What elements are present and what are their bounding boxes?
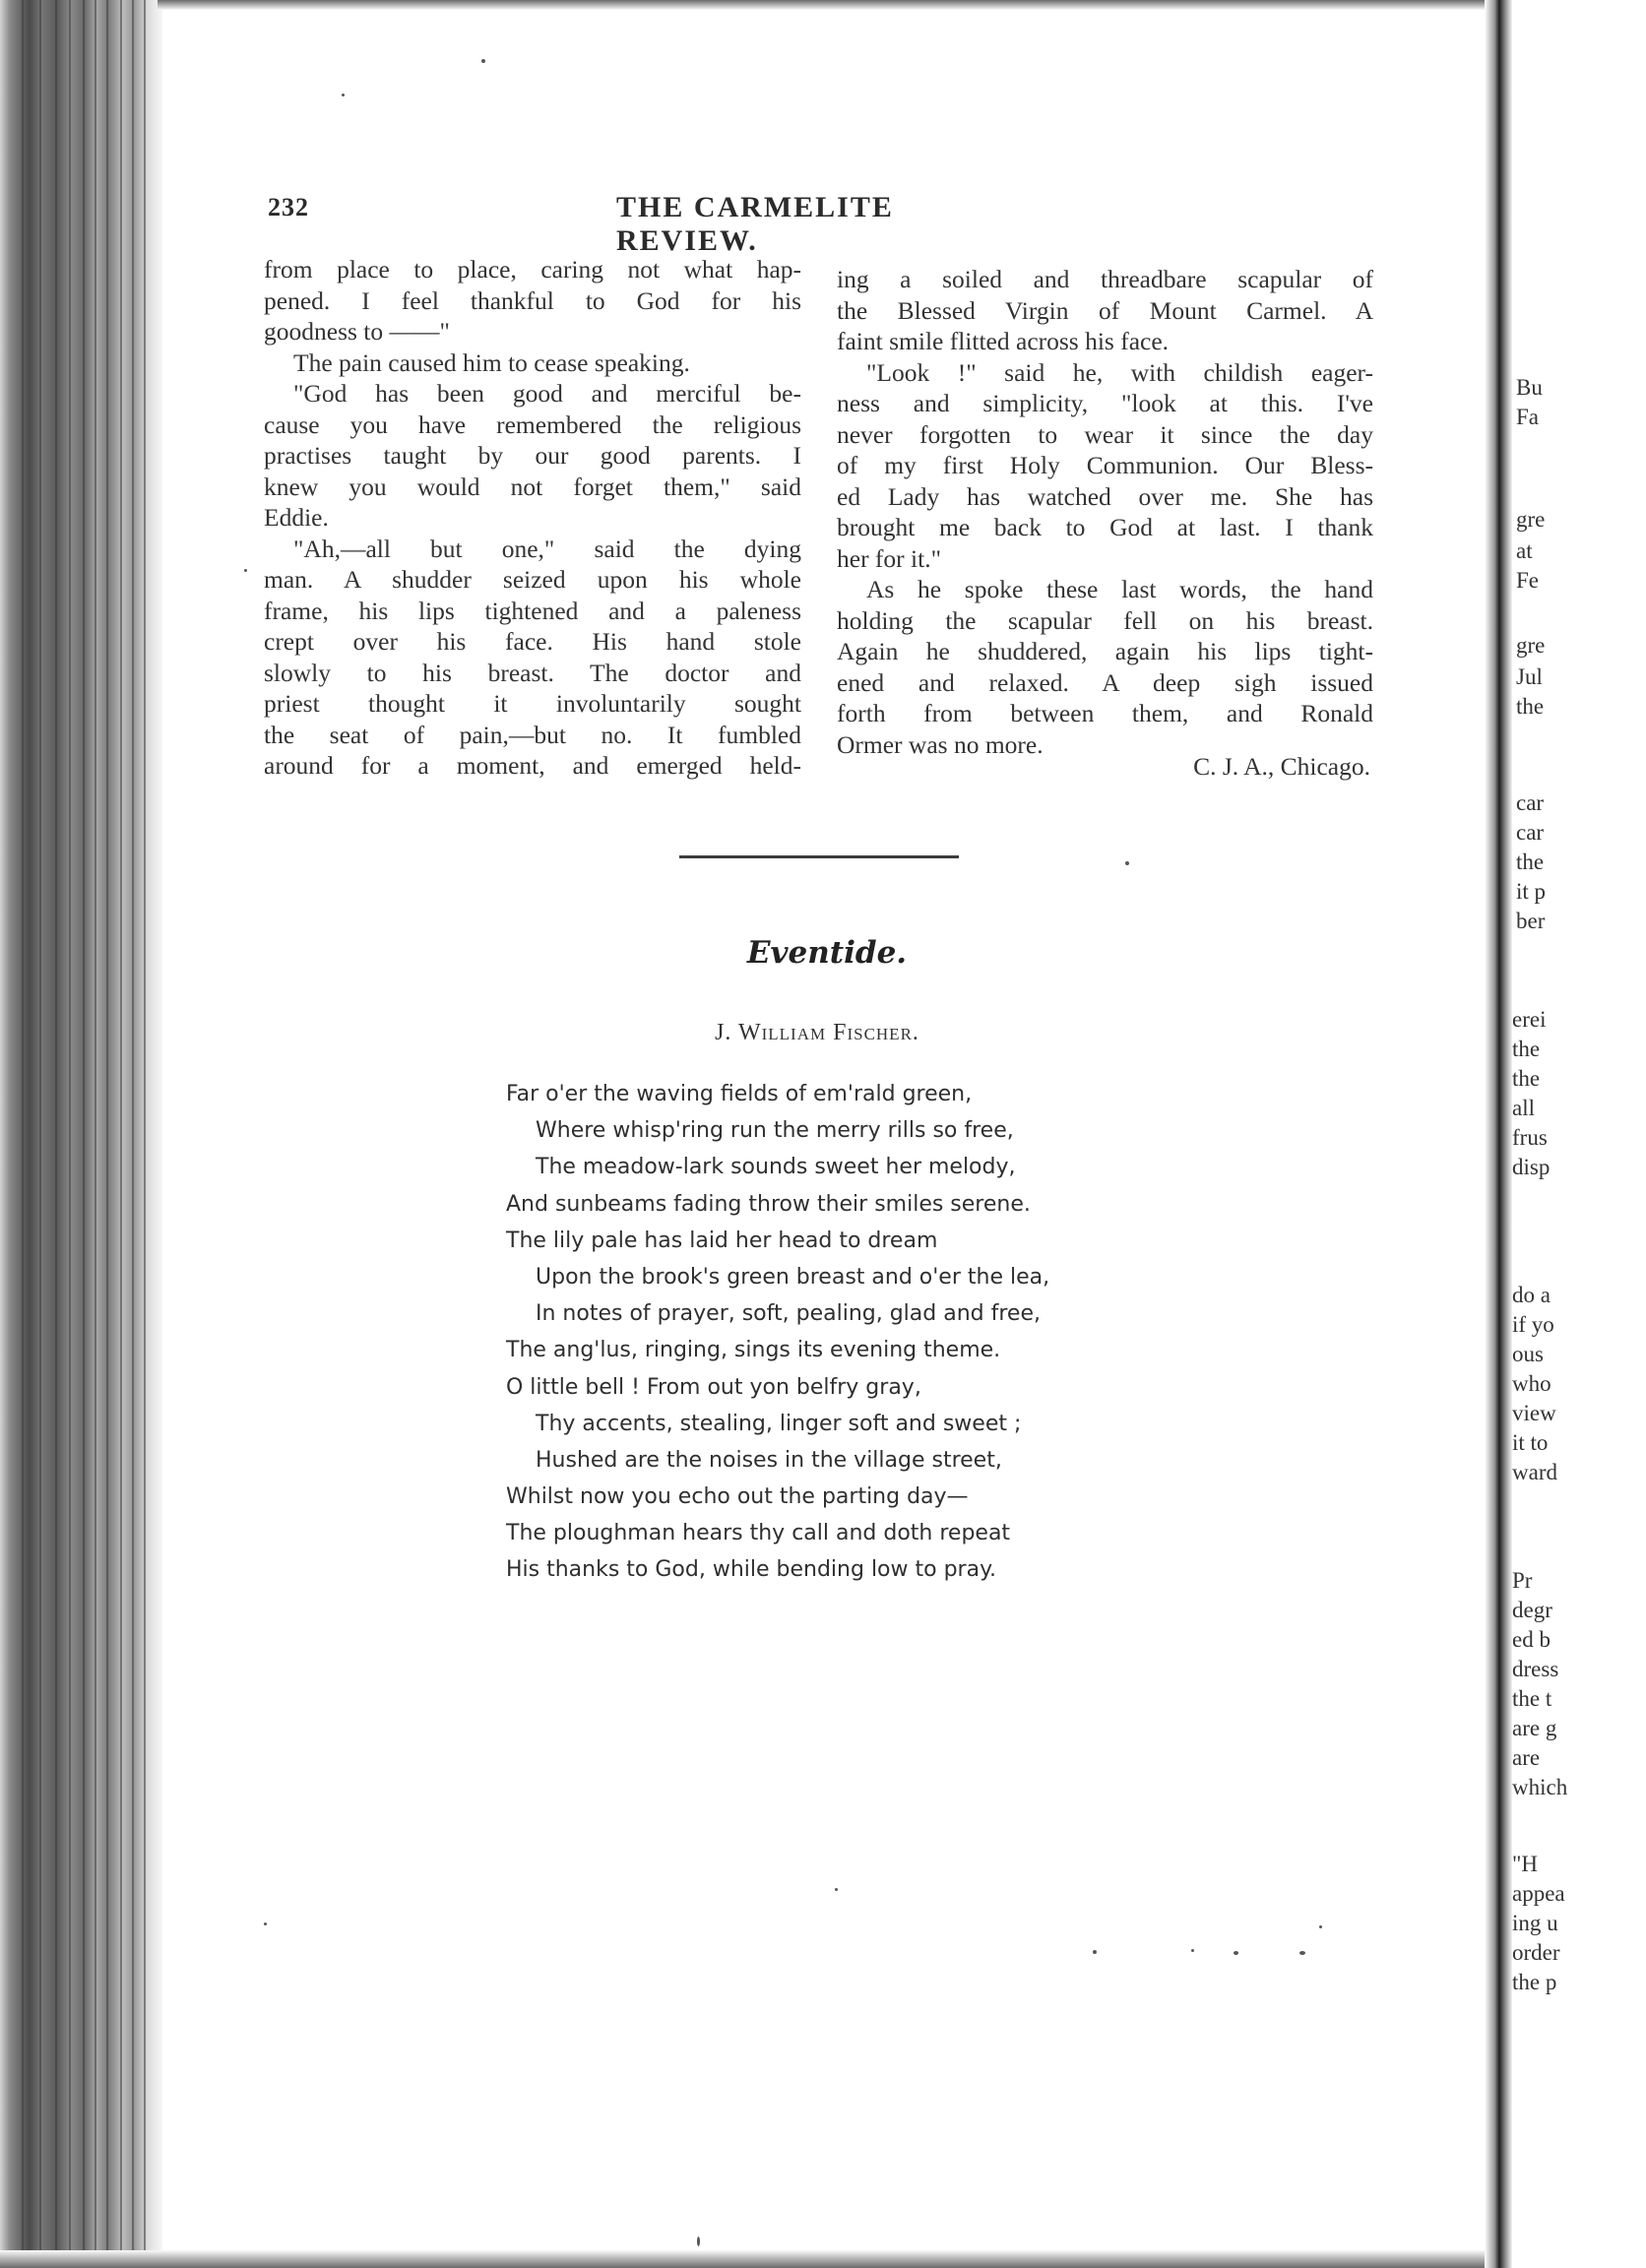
facing-page-fragment: if yo (1512, 1312, 1554, 1337)
story-line: cause you have remembered the religious (264, 410, 801, 439)
poem-line: Whilst now you echo out the parting day— (506, 1484, 969, 1510)
story-line: practises taught by our good parents. I (264, 441, 801, 470)
story-line: goodness to ——" (264, 317, 450, 346)
facing-page-fragment: it p (1516, 879, 1547, 904)
poem-line: The ang'lus, ringing, sings its evening theme. (506, 1338, 1001, 1363)
poem-line: Thy accents, stealing, linger soft and sweet ; (536, 1411, 1022, 1436)
facing-page-fragment: Bu (1516, 375, 1543, 400)
facing-page (1512, 0, 1646, 2268)
poem-body (506, 1076, 1146, 1589)
facing-page-fragment: gre (1516, 507, 1546, 532)
facing-page-fragment: "H (1512, 1852, 1538, 1876)
facing-page-fragment: ing u (1512, 1911, 1558, 1935)
print-speck (1125, 861, 1129, 865)
story-line: priest thought it involuntarily sought (264, 689, 801, 718)
section-divider-rule (679, 855, 959, 858)
story-line: from place to place, caring not what hap- (264, 255, 801, 284)
facing-page-fragment: do a (1512, 1283, 1551, 1307)
poem-line: The lily pale has laid her head to dream (506, 1228, 938, 1253)
facing-page-fragment: car (1516, 790, 1545, 815)
story-line: her for it." (837, 543, 941, 573)
facing-page-fragment: ous (1512, 1342, 1544, 1366)
facing-page-fragment: Fe (1516, 568, 1539, 593)
facing-page-fragment: dress (1512, 1657, 1559, 1681)
print-speck (1234, 1951, 1238, 1955)
poem-line: Where whisp'ring run the merry rills so free, (536, 1118, 1014, 1144)
facing-page-fragment: all (1512, 1096, 1535, 1120)
story-line: "God has been good and merciful be- (293, 379, 801, 408)
story-line: forth from between them, and Ronald (837, 699, 1373, 727)
journal-title: THE CARMELITE REVIEW. (616, 191, 894, 257)
story-line: Again he shuddered, again his lips tight- (837, 637, 1373, 665)
page-bottom-edge (0, 2250, 1646, 2268)
facing-page-fragment: order (1512, 1940, 1560, 1965)
facing-page-fragment: the (1512, 1037, 1541, 1061)
story-line: slowly to his breast. The doctor and (264, 658, 801, 687)
story-line: Ormer was no more. (837, 729, 1044, 759)
story-line: of my first Holy Communion. Our Bless- (837, 451, 1373, 479)
story-line: around for a moment, and emerged held- (264, 751, 801, 780)
poem-line: The meadow-lark sounds sweet her melody, (536, 1155, 1016, 1180)
facing-page-fragment: ed b (1512, 1627, 1551, 1652)
facing-page-fragment: the (1512, 1066, 1541, 1091)
facing-page-fragment: Pr (1512, 1568, 1533, 1593)
facing-page-fragment: who (1512, 1371, 1551, 1396)
facing-page-fragment: disp (1512, 1155, 1551, 1179)
print-speck (1299, 1951, 1305, 1955)
story-line: Eddie. (264, 503, 329, 532)
facing-page-fragment: Jul (1516, 664, 1543, 689)
poem-title: Eventide. (746, 935, 908, 971)
story-line: crept over his face. His hand stole (264, 627, 801, 656)
story-left-column (264, 254, 801, 782)
facing-page-fragment: the (1516, 694, 1545, 719)
story-line: brought me back to God at last. I thank (837, 513, 1373, 541)
poem-line: Far o'er the waving fields of em'rald green, (506, 1082, 973, 1106)
poem-author: J. William Fischer. (715, 1020, 919, 1045)
story-signature: C. J. A., Chicago. (1193, 752, 1370, 781)
facing-page-fragment: ber (1516, 909, 1546, 933)
facing-page-fragment: appea (1512, 1881, 1565, 1906)
print-speck (1191, 1949, 1194, 1952)
story-line: holding the scapular fell on his breast. (837, 605, 1373, 635)
print-speck (697, 2236, 700, 2246)
story-line: man. A shudder seized upon his whole (264, 565, 801, 594)
facing-page-fragment: frus (1512, 1125, 1548, 1150)
facing-page-fragment: the (1516, 850, 1545, 874)
story-line: ing a soiled and threadbare scapular of (837, 265, 1373, 293)
facing-page-fragment: view (1512, 1401, 1556, 1425)
story-line: As he spoke these last words, the hand (866, 575, 1373, 603)
story-line: the seat of pain,—but no. It fumbled (264, 720, 801, 749)
story-line: knew you would not forget them," said (264, 472, 801, 501)
story-line: "Look !" said he, with childish eager- (866, 357, 1373, 387)
print-speck (1319, 1925, 1322, 1928)
facing-page-fragment: gre (1516, 633, 1546, 658)
story-line: frame, his lips tightened and a paleness (264, 596, 801, 625)
print-speck (244, 569, 247, 572)
facing-page-fragment: degr (1512, 1598, 1552, 1622)
print-speck (835, 1888, 838, 1891)
facing-page-fragment: the p (1512, 1970, 1557, 1994)
story-line: never forgotten to wear it since the day (837, 419, 1373, 449)
story-line: the Blessed Virgin of Mount Carmel. A (837, 295, 1373, 325)
facing-page-fragment: which (1512, 1775, 1568, 1799)
page-number: 232 (268, 193, 309, 221)
poem-line: And sunbeams fading throw their smiles serene. (506, 1191, 1031, 1217)
poem-line: Upon the brook's green breast and o'er the lea, (536, 1264, 1050, 1290)
facing-page-fragment: erei (1512, 1007, 1547, 1032)
story-line: faint smile flitted across his face. (837, 327, 1170, 355)
facing-page-fragment: it to (1512, 1430, 1549, 1455)
story-line: "Ah,—all but one," said the dying (293, 534, 801, 563)
poem-line: The ploughman hears thy call and doth repeat (506, 1521, 1011, 1546)
facing-page-fragment: at (1516, 538, 1533, 563)
facing-page-fragment: Fa (1516, 405, 1539, 429)
story-right-column (837, 264, 1373, 760)
story-line: ness and simplicity, "look at this. I've (837, 389, 1373, 417)
facing-page-fragment: are (1512, 1745, 1541, 1770)
book-gutter (1485, 0, 1512, 2268)
print-speck (342, 94, 345, 96)
facing-page-fragment: the t (1512, 1686, 1552, 1711)
poem-line: O little bell ! From out yon belfry gray, (506, 1374, 921, 1400)
print-speck (481, 59, 485, 63)
print-speck (1093, 1950, 1097, 1954)
facing-page-fragment: car (1516, 820, 1545, 845)
story-line: pened. I feel thankful to God for his (264, 285, 801, 315)
facing-page-fragment: are g (1512, 1716, 1557, 1740)
story-line: The pain caused him to cease speaking. (293, 347, 690, 377)
page-top-edge (158, 0, 1646, 10)
poem-line: In notes of prayer, soft, pealing, glad and free, (536, 1301, 1041, 1327)
book-spine (0, 0, 162, 2268)
facing-page-fragment: ward (1512, 1460, 1557, 1484)
print-speck (264, 1922, 267, 1925)
poem-line: Hushed are the noises in the village street, (536, 1447, 1002, 1473)
running-head (268, 187, 1032, 257)
poem-line: His thanks to God, while bending low to pray. (506, 1557, 996, 1583)
story-line: ed Lady has watched over me. She has (837, 481, 1373, 511)
story-line: ened and relaxed. A deep sigh issued (837, 667, 1373, 697)
